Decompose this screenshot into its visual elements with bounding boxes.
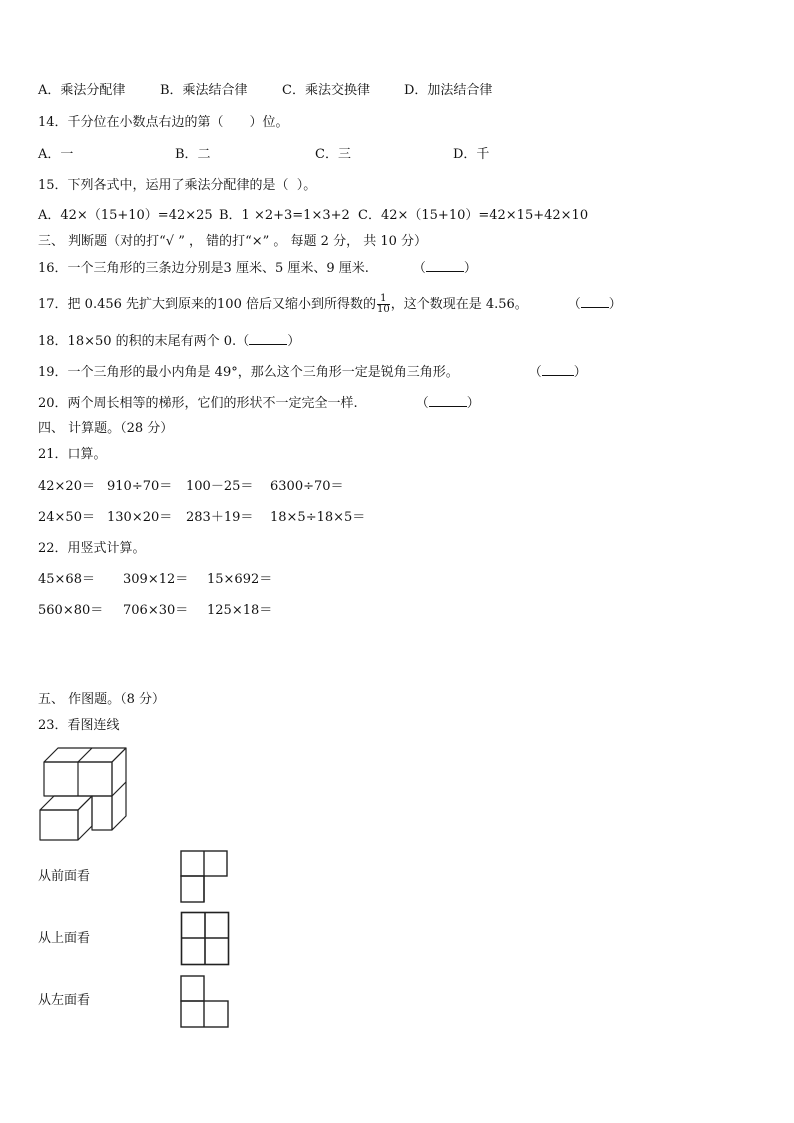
q21-item: 18×5÷18×5＝ (270, 510, 366, 525)
q18-line (38, 333, 300, 350)
q20-paren-close: ） (466, 396, 480, 411)
q20-answer-blank[interactable] (429, 395, 467, 407)
q16-paren-open: （ (412, 261, 426, 276)
q16-answer-blank[interactable] (426, 260, 464, 272)
q18-paren-open: （ (236, 334, 250, 349)
q22-title: 22．用竖式计算。 (38, 541, 146, 556)
section-4-title: 四、 计算题。（28 分） (38, 421, 174, 436)
q18-text: 18．18×50 的积的末尾有两个 0. (38, 334, 237, 349)
q21-item: 130×20＝ (107, 510, 173, 525)
q13-option-b: B．乘法结合律 (160, 83, 248, 98)
q22-item: 15×692＝ (207, 572, 273, 587)
q21-title: 21．口算。 (38, 447, 107, 462)
q17-line (38, 294, 622, 315)
q23-title: 23．看图连线 (38, 718, 120, 733)
q21-item: 24×50＝ (38, 510, 95, 525)
q23-left-view-icon[interactable] (180, 975, 232, 1029)
q19-paren-open: （ (528, 365, 542, 380)
q14-option-c: C．三 (315, 147, 351, 162)
q14-option-b: B．二 (175, 147, 211, 162)
q20-paren-open: （ (415, 396, 429, 411)
q19-text: 19．一个三角形的最小内角是 49°，那么这个三角形一定是锐角三角形。 (38, 365, 459, 380)
q20-line (38, 395, 480, 412)
q18-answer-blank[interactable] (249, 333, 287, 345)
q17-answer-blank[interactable] (581, 296, 609, 308)
q13-option-a: A．乘法分配律 (38, 83, 126, 98)
q23-view-top-label: 从上面看 (38, 931, 91, 946)
q19-answer-blank[interactable] (542, 364, 574, 376)
q17-text-before: 17．把 0.456 先扩大到原来的100 倍后又缩小到所得数的 (38, 297, 376, 312)
q17-fraction (377, 294, 390, 315)
q15-option-c: C．42×（15+10）=42×15+42×10 (358, 208, 589, 223)
q19-line (38, 364, 587, 381)
q22-item: 125×18＝ (207, 603, 273, 618)
q17-paren-close: ） (608, 297, 622, 312)
q15-option-b: B．1 ×2+3=1×3+2 (219, 208, 350, 223)
q22-item: 45×68＝ (38, 572, 95, 587)
q18-paren-close: ） (287, 334, 301, 349)
q22-item: 706×30＝ (123, 603, 189, 618)
q13-option-c: C．乘法交换律 (282, 83, 370, 98)
q23-top-view-icon[interactable] (180, 911, 232, 967)
q14-question: 14．千分位在小数点右边的第（ ）位。 (38, 115, 289, 130)
q17-text-after: ，这个数现在是 4.56。 (390, 297, 528, 312)
q21-item: 6300÷70＝ (270, 479, 344, 494)
q21-item: 100－25＝ (186, 479, 254, 494)
q14-option-a: A．一 (38, 147, 74, 162)
q17-fraction-numerator: 1 (377, 294, 390, 305)
q19-paren-close: ） (573, 365, 587, 380)
q21-item: 42×20＝ (38, 479, 95, 494)
q23-view-left-label: 从左面看 (38, 993, 91, 1008)
q16-paren-close: ） (463, 261, 477, 276)
q15-option-a: A．42×（15+10）=42×25 (38, 208, 213, 223)
q17-fraction-denominator: 10 (376, 304, 390, 315)
q22-item: 309×12＝ (123, 572, 189, 587)
q23-cube-figure (38, 744, 130, 842)
q17-paren-open: （ (567, 297, 581, 312)
q21-item: 283＋19＝ (186, 510, 254, 525)
q15-question: 15．下列各式中，运用了乘法分配律的是（ ）。 (38, 178, 317, 193)
q21-item: 910÷70＝ (107, 479, 173, 494)
q16-text: 16．一个三角形的三条边分别是3 厘米、5 厘米、9 厘米. (38, 261, 369, 276)
section-5-title: 五、 作图题。（8 分） (38, 692, 166, 707)
q20-text: 20．两个周长相等的梯形，它们的形状不一定完全一样. (38, 396, 358, 411)
q22-item: 560×80＝ (38, 603, 104, 618)
q14-option-d: D．千 (453, 147, 490, 162)
q13-option-d: D．加法结合律 (404, 83, 493, 98)
section-3-title: 三、 判断题（对的打“√ ” ， 错的打“×” 。 每题 2 分， 共 10 分） (38, 234, 428, 249)
q16-line (38, 260, 477, 277)
q23-front-view-icon[interactable] (180, 850, 230, 904)
q23-view-front-label: 从前面看 (38, 869, 91, 884)
